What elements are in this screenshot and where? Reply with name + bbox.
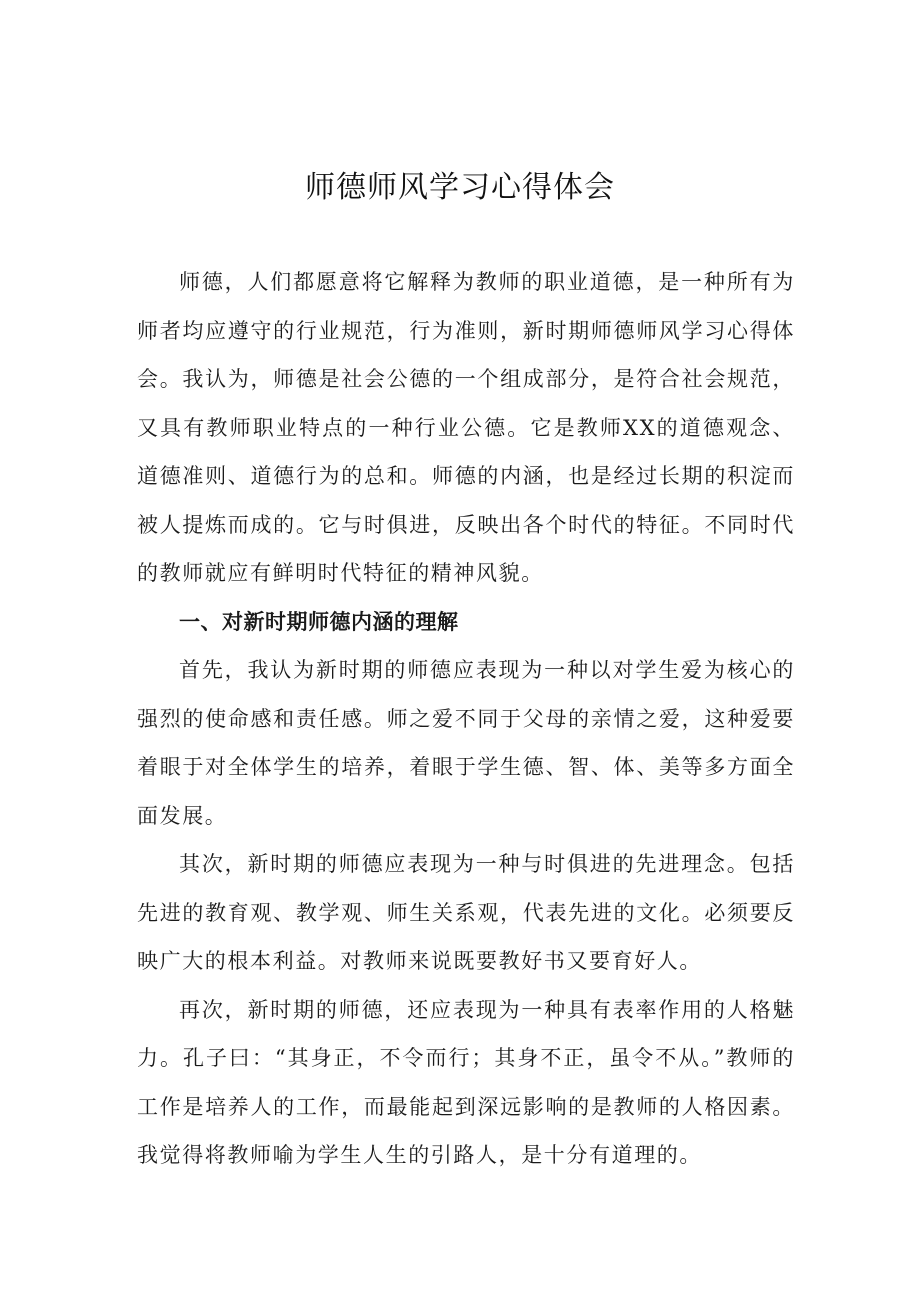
intro-paragraph: 师德，人们都愿意将它解释为教师的职业道德，是一种所有为师者均应遵守的行业规范，行为准则，新时期师德师风学习心得体会。我认为，师德是社会公德的一个组成部分，是符合社会规范，又具有教师职业特点的一种行业公德。它是教师XX的道德观念、道德准则、道德行为的总和。师德的内涵，也是经过长期的积淀而被人提炼而成的。它与时俱进，反映出各个时代的特征。不同时代的教师就应有鲜明时代特征的精神风貌。: [137, 270, 795, 585]
section-heading-1: 一、对新时期师德内涵的理解: [179, 609, 459, 634]
section1-paragraph-2: 其次，新时期的师德应表现为一种与时俱进的先进理念。包括先进的教育观、教学观、师生关系观，代表先进的文化。必须要反映广大的根本利益。对教师来说既要教好书又要育好人。: [137, 852, 795, 973]
document-title: 师德师风学习心得体会: [305, 170, 615, 205]
document-body: [137, 258, 795, 1180]
section1-paragraph-3: 再次，新时期的师德，还应表现为一种具有表率作用的人格魅力。孔子曰：“其身正，不令而行；其身不正，虽令不从。”教师的工作是培养人的工作，而最能起到深远影响的是教师的人格因素。我觉得将教师喻为学生人生的引路人，是十分有道理的。: [137, 997, 795, 1167]
section1-paragraph-1: 首先，我认为新时期的师德应表现为一种以对学生爱为核心的强烈的使命感和责任感。师之爱不同于父母的亲情之爱，这种爱要着眼于对全体学生的培养，着眼于学生德、智、体、美等多方面全面发展。: [137, 658, 795, 828]
